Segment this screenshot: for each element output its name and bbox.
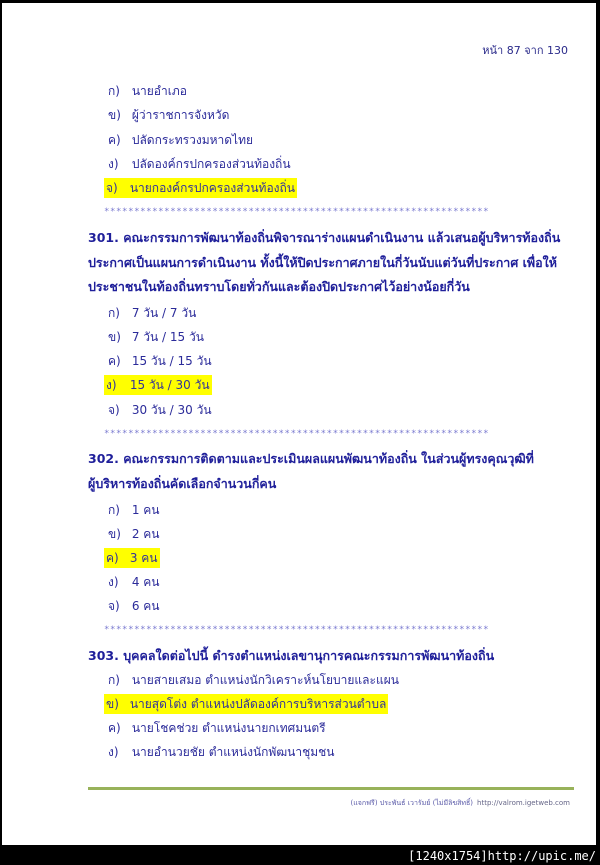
- option: จ) 6 คน: [108, 599, 160, 613]
- document-page: [2, 3, 596, 845]
- option: ข) 7 วัน / 15 วัน: [108, 330, 204, 344]
- separator: ****************************************************************: [104, 625, 490, 635]
- option: ข) ผู้ว่าราชการจังหวัด: [108, 108, 230, 122]
- footer-url[interactable]: http://valrom.igetweb.com: [477, 799, 570, 807]
- footer-credit: (แจกฟรี) ประพันธ์ เวารัมย์ (ไม่มีลิขสิทธิ์): [350, 799, 474, 807]
- option: ง) ปลัดองค์กรปกครองส่วนท้องถิ่น: [108, 157, 291, 171]
- question-301: 301. คณะกรรมการพัฒนาท้องถิ่นพิจารณาร่างแผนดำเนินงาน แล้วเสนอผู้บริหารท้องถิ่น ประกาศเป็นแผนการดำเนินงาน ทั้งนี้ให้ปิดประกาศภายในกี่วันนับแต่วันที่ประกาศ เพื่อให้ ประชาชนในท้องถิ่นทราบโดยทั่วกันและต้องปิดประกาศไว้อย่างน้อยกี่วัน: [88, 230, 561, 294]
- question-303: 303. บุคคลใดต่อไปนี้ ดำรงตำแหน่งเลขานุการคณะกรรมการพัฒนาท้องถิ่น: [88, 648, 495, 663]
- question-302: 302. คณะกรรมการติดตามและประเมินผลแผนพัฒนาท้องถิ่น ในส่วนผู้ทรงคุณวุฒิที่ ผู้บริหารท้องถิ่นคัดเลือกจำนวนกี่คน: [88, 451, 534, 491]
- option: ข) 2 คน: [108, 527, 160, 541]
- option: จ) 30 วัน / 30 วัน: [108, 403, 212, 417]
- option-answer-highlighted: ง) 15 วัน / 30 วัน: [104, 375, 212, 395]
- option: ก) นายสายเสมอ ตำแหน่งนักวิเคราะห์นโยบายและแผน: [108, 673, 399, 687]
- option: ค) ปลัดกระทรวงมหาดไทย: [108, 133, 254, 147]
- separator: ****************************************************************: [104, 429, 490, 439]
- separator: ****************************************************************: [104, 207, 490, 217]
- option-answer-highlighted: ค) 3 คน: [104, 548, 160, 568]
- footer-rule: [88, 787, 574, 790]
- option-answer-highlighted: จ) นายกองค์กรปกครองส่วนท้องถิ่น: [104, 178, 297, 198]
- option-answer-highlighted: ข) นายสุดโต่ง ตำแหน่งปลัดองค์การบริหารส่วนตำบล: [104, 694, 388, 714]
- option: ก) 1 คน: [108, 503, 160, 517]
- option: ง) นายอำนวยชัย ตำแหน่งนักพัฒนาชุมชน: [108, 745, 335, 759]
- option: ก) 7 วัน / 7 วัน: [108, 306, 197, 320]
- option: ค) 15 วัน / 15 วัน: [108, 354, 212, 368]
- option: ง) 4 คน: [108, 575, 160, 589]
- image-watermark: [1240x1754]http://upic.me/: [408, 849, 596, 863]
- option: ค) นายโชคช่วย ตำแหน่งนายกเทศมนตรี: [108, 721, 326, 735]
- option: ก) นายอำเภอ: [108, 84, 187, 98]
- page-number: หน้า 87 จาก 130: [482, 44, 568, 57]
- footer: [351, 798, 570, 809]
